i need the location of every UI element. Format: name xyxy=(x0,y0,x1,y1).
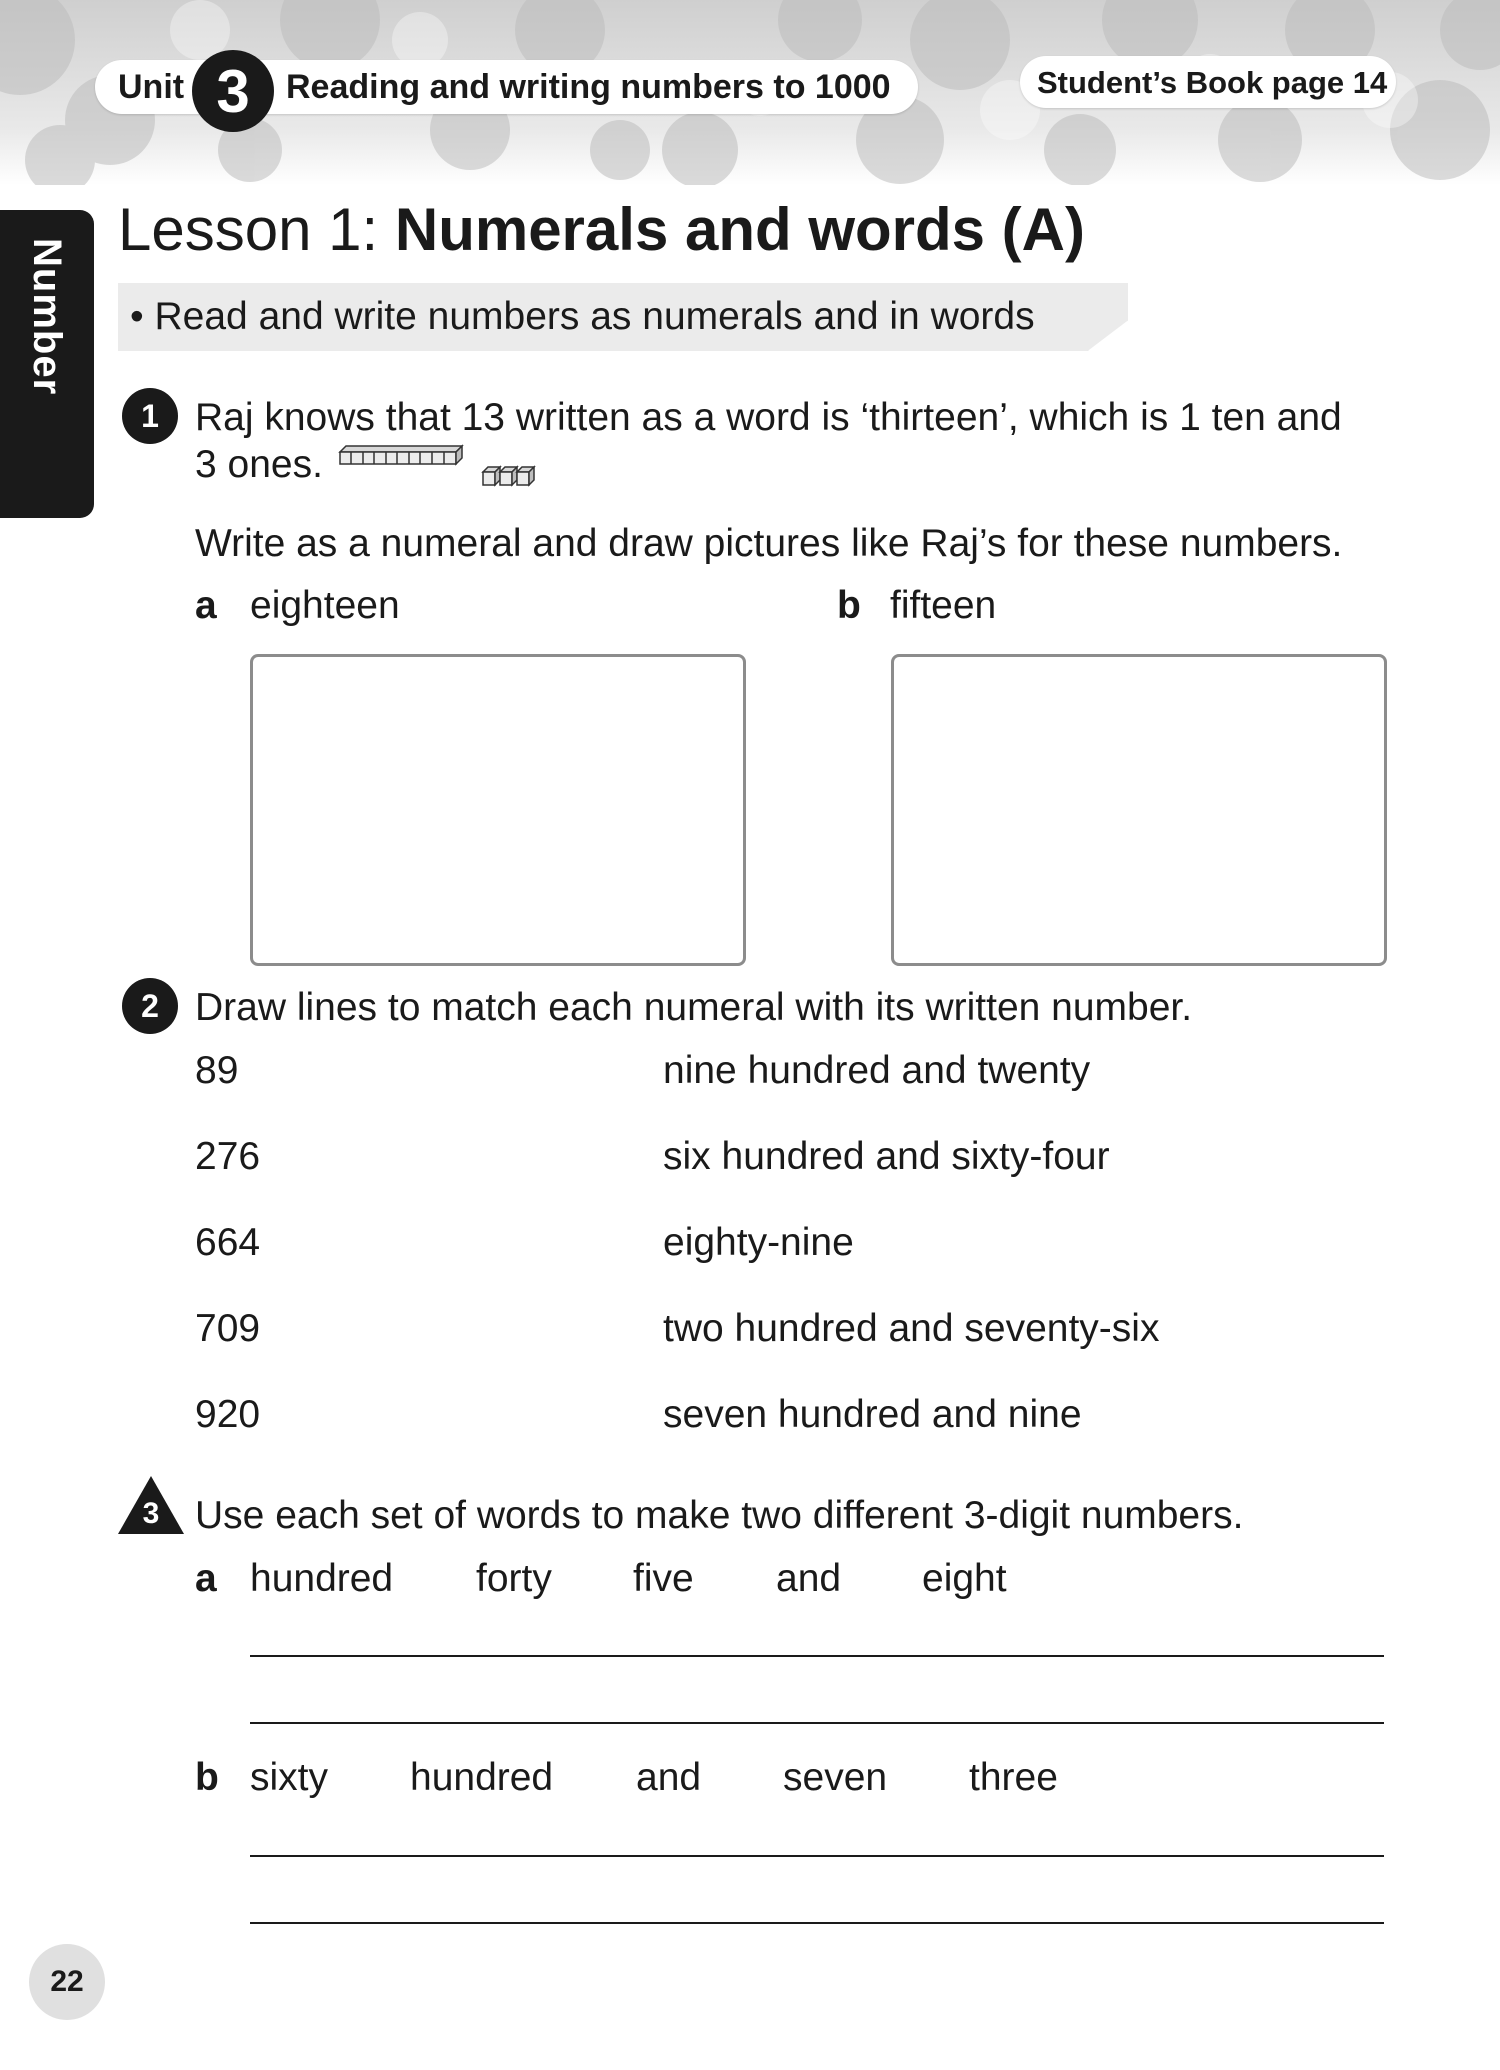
q2-instruction: Draw lines to match each numeral with its written number. xyxy=(195,986,1193,1029)
objective xyxy=(130,295,1035,339)
q3-a-word-4: and xyxy=(776,1557,842,1600)
objective-text: Read and write numbers as numerals and in words xyxy=(154,295,1035,338)
q2-numeral-4[interactable]: 709 xyxy=(195,1307,261,1350)
q2-numeral-3[interactable]: 664 xyxy=(195,1221,261,1264)
section-side-tab-label: Number xyxy=(25,238,69,396)
q3-b-word-5: three xyxy=(969,1756,1058,1799)
q3-b-word-2: hundred xyxy=(410,1756,554,1799)
q2-numeral-1[interactable]: 89 xyxy=(195,1049,239,1092)
question-2-number: 2 xyxy=(122,978,178,1034)
question-3-number: 3 xyxy=(142,1497,160,1530)
q3-instruction: Use each set of words to make two different 3-digit numbers. xyxy=(195,1494,1244,1537)
base-ten-blocks-icon xyxy=(338,444,543,496)
q2-word-1[interactable]: nine hundred and twenty xyxy=(663,1049,1091,1092)
q3-b-answer-line-1[interactable] xyxy=(250,1855,1384,1857)
q3-b-answer-line-2[interactable] xyxy=(250,1922,1384,1924)
q3-a-word-1: hundred xyxy=(250,1557,394,1600)
unit-label: Unit xyxy=(118,68,185,106)
q1-text-line1: Raj knows that 13 written as a word is ‘thirteen’, which is 1 ten and xyxy=(195,396,1342,439)
q2-word-4[interactable]: two hundred and seventy-six xyxy=(663,1307,1160,1350)
q3-a-word-5: eight xyxy=(922,1557,1007,1600)
q3-b-word-3: and xyxy=(636,1756,702,1799)
q2-word-3[interactable]: eighty-nine xyxy=(663,1221,854,1264)
q3-b-word-1: sixty xyxy=(250,1756,328,1799)
q3-a-answer-line-2[interactable] xyxy=(250,1722,1384,1724)
page-number: 22 xyxy=(29,1944,105,2020)
q3-b-word-4: seven xyxy=(783,1756,888,1799)
q1-answer-box-a[interactable] xyxy=(250,654,746,966)
lesson-title xyxy=(118,195,1085,264)
q1-text-line2: 3 ones. xyxy=(195,443,323,486)
q1-answer-box-b[interactable] xyxy=(891,654,1387,966)
q3-part-a-letter: a xyxy=(195,1557,217,1600)
lesson-title-prefix: Lesson 1: xyxy=(118,196,379,263)
objective-bullet: • xyxy=(130,295,144,338)
q2-numeral-2[interactable]: 276 xyxy=(195,1135,261,1178)
unit-title: Reading and writing numbers to 1000 xyxy=(286,68,891,106)
lesson-title-main: Numerals and words (A) xyxy=(394,196,1085,263)
q1-part-a-letter: a xyxy=(195,584,217,627)
q3-part-b-letter: b xyxy=(195,1756,219,1799)
q3-a-word-3: five xyxy=(633,1557,694,1600)
unit-number-badge: 3 xyxy=(192,50,274,132)
q1-instruction: Write as a numeral and draw pictures like Raj’s for these numbers. xyxy=(195,522,1343,565)
q3-a-word-2: forty xyxy=(476,1557,552,1600)
q1-part-b-word: fifteen xyxy=(890,584,997,627)
book-reference: Student’s Book page 14 xyxy=(1037,65,1388,100)
q2-word-2[interactable]: six hundred and sixty-four xyxy=(663,1135,1110,1178)
q1-part-a-word: eighteen xyxy=(250,584,400,627)
q3-a-answer-line-1[interactable] xyxy=(250,1655,1384,1657)
q2-numeral-5[interactable]: 920 xyxy=(195,1393,261,1436)
q2-word-5[interactable]: seven hundred and nine xyxy=(663,1393,1082,1436)
q1-part-b-letter: b xyxy=(837,584,861,627)
question-1-number: 1 xyxy=(122,388,178,444)
